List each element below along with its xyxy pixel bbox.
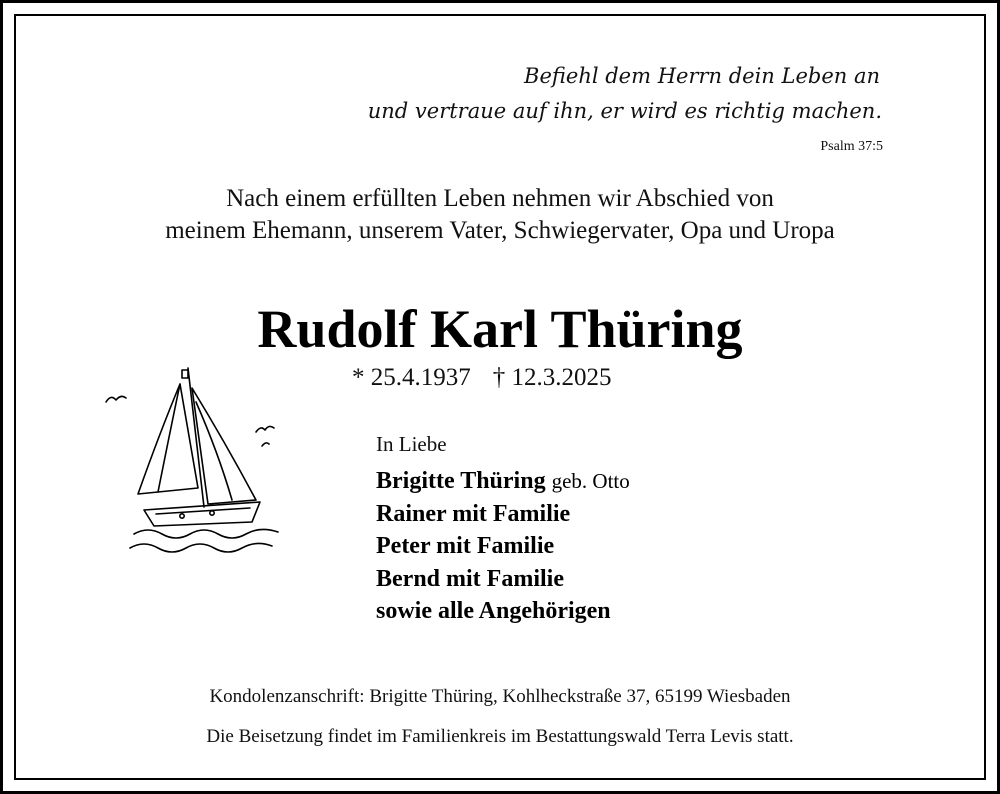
mourner-name: sowie alle Angehörigen [376, 598, 611, 624]
mourner-row [376, 595, 630, 628]
maiden-name-note: geb. Otto [551, 469, 630, 493]
verse-line-2: und vertraue auf ihn, er wird es richtig machen. [367, 99, 882, 123]
deceased-name: Rudolf Karl Thüring [257, 299, 743, 359]
mourners-list [376, 465, 630, 628]
intro-line-2: meinem Ehemann, unserem Vater, Schwiegervater, Opa und Uropa [165, 217, 835, 244]
life-dates [352, 364, 612, 392]
mourner-name: Bernd mit Familie [376, 565, 564, 592]
birth-date: * 25.4.1937 [352, 364, 471, 391]
verse-line-1: Befiehl dem Herrn dein Leben an [524, 64, 880, 88]
burial-notice: Die Beisetzung findet im Familienkreis im Bestattungswald Terra Levis statt. [206, 726, 794, 747]
mourner-row [376, 498, 630, 531]
mourner-row [376, 465, 630, 498]
mourner-row [376, 563, 630, 596]
verse-reference: Psalm 37:5 [820, 139, 883, 154]
intro-line-1: Nach einem erfüllten Leben nehmen wir Abschied von [226, 185, 774, 212]
mourner-name: Rainer mit Familie [376, 500, 571, 527]
mourner-name: Peter mit Familie [376, 533, 555, 559]
condolence-address: Kondolenzanschrift: Brigitte Thüring, Kohlheckstraße 37, 65199 Wiesbaden [209, 686, 791, 707]
mourner-name: Brigitte Thüring [376, 468, 546, 494]
mourners-intro: In Liebe [376, 432, 447, 456]
sailboat-icon [100, 362, 290, 558]
death-date: † 12.3.2025 [492, 364, 612, 391]
mourner-row [376, 530, 630, 563]
